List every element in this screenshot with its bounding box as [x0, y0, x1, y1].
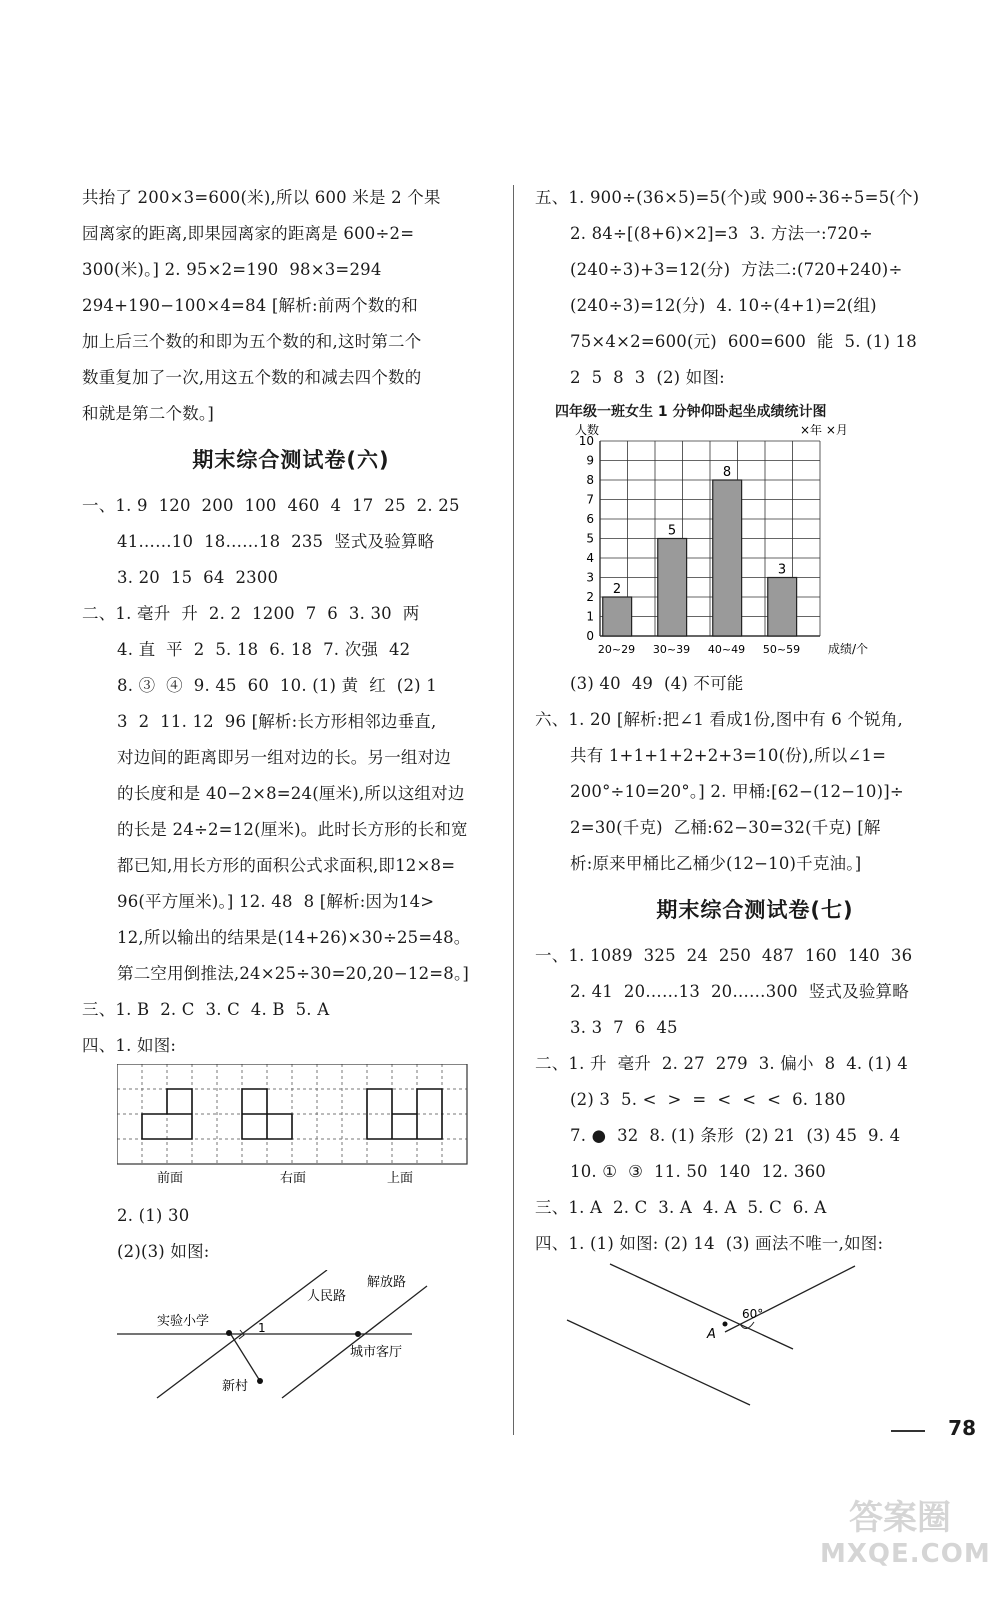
y-tick-label: 3 — [586, 570, 594, 585]
label-point-a: A — [707, 1327, 716, 1342]
y-tick-label: 4 — [586, 551, 594, 565]
line-3 — [567, 1320, 750, 1405]
label-hall: 城市客厅 — [350, 1345, 403, 1360]
y-tick-label: 1 — [586, 609, 594, 624]
text-line: 三、1. A 2. C 3. A 4. A 5. C 6. A — [535, 1198, 827, 1217]
y-tick-label: 7 — [586, 492, 594, 507]
label-angle-1: 1 — [258, 1321, 266, 1335]
text-line: 二、1. 毫升 升 2. 2 1200 7 6 3. 30 两 — [82, 604, 420, 623]
x-tick-label: 20~29 — [597, 643, 636, 656]
right-top-text — [535, 180, 975, 396]
text-line: 对边间的距离即另一组对边的长。另一组对边 — [117, 748, 451, 767]
bar-value-label: 2 — [612, 582, 622, 597]
y-tick-label: 5 — [586, 531, 594, 546]
text-line: 第二空用倒推法,24×25÷30=20,20−12=8。] — [117, 964, 470, 983]
text-line: 2. 41 20……13 20……300 竖式及验算略 — [570, 982, 909, 1001]
y-tick-label: 0 — [586, 629, 594, 643]
three-views-figure — [117, 1064, 500, 1184]
view-label-top: 上面 — [387, 1171, 414, 1184]
bar-value-label: 5 — [667, 523, 677, 539]
path-to-village — [230, 1333, 260, 1381]
text-line: 8. ③ ④ 9. 45 60 10. (1) 黄 红 (2) 1 — [117, 676, 437, 695]
text-line: 加上后三个数的和即为五个数的和,这时第二个 — [82, 332, 422, 351]
road-jiefang — [282, 1286, 427, 1398]
text-line: 75×4×2=600(元) 600=600 能 5. (1) 18 — [570, 332, 917, 351]
left-answers — [82, 488, 500, 1064]
right-low-text — [535, 938, 975, 1262]
page-number-dash — [891, 1430, 925, 1432]
text-line: (3) 40 49 (4) 不可能 — [570, 674, 744, 693]
text-line: 10. ① ③ 11. 50 140 12. 360 — [570, 1162, 826, 1181]
column-divider — [513, 185, 514, 1435]
exam-title-7: 期末综合测试卷(七) — [656, 898, 854, 922]
text-line: 2 5 8 3 (2) 如图: — [570, 368, 725, 387]
text-line: 都已知,用长方形的面积公式求面积,即12×8= — [117, 856, 456, 875]
left-top-text — [82, 180, 500, 432]
text-line: 2. 84÷[(8+6)×2]=3 3. 方法一:720÷ — [570, 224, 873, 243]
text-line: 3. 3 7 6 45 — [570, 1018, 678, 1037]
text-line: 7. ● 32 8. (1) 条形 (2) 21 (3) 45 9. 4 — [570, 1126, 901, 1145]
left-column — [82, 180, 500, 1400]
exam-title-6: 期末综合测试卷(六) — [192, 448, 390, 472]
text-line: 2. (1) 30 — [117, 1206, 190, 1225]
text-line: (2) 3 5. < > = < < < 6. 180 — [570, 1090, 846, 1109]
right-column — [535, 180, 975, 1412]
three-views-svg — [117, 1064, 472, 1184]
label-renmin: 人民路 — [307, 1289, 347, 1304]
text-line: 四、1. 如图: — [82, 1036, 177, 1055]
label-village: 新村 — [222, 1379, 249, 1394]
text-line: 41……10 18……18 235 竖式及验算略 — [117, 532, 435, 551]
school-point — [226, 1330, 232, 1336]
line-2 — [725, 1266, 855, 1332]
text-line: 的长度和是 40−2×8=24(厘米),所以这组对边 — [117, 784, 465, 803]
text-line: 三、1. B 2. C 3. C 4. B 5. A — [82, 1000, 330, 1019]
bar — [603, 597, 632, 636]
y-tick-label: 10 — [578, 434, 594, 448]
watermark-logo — [820, 1490, 991, 1590]
point-a — [723, 1322, 728, 1327]
text-line: 294+190−100×4=84 [解析:前两个数的和 — [82, 296, 418, 315]
watermark-url: MXQE.COM — [820, 1539, 991, 1569]
map-svg — [82, 1270, 500, 1400]
text-line: 园离家的距离,即果园离家的距离是 600÷2= — [82, 224, 415, 243]
text-line: 3. 20 15 64 2300 — [117, 568, 279, 587]
page-number: 78 — [948, 1416, 976, 1440]
chart-title: 四年级一班女生 1 分钟仰卧起坐成绩统计图 — [555, 404, 827, 420]
village-point — [257, 1378, 263, 1384]
view-label-right: 右面 — [280, 1171, 307, 1184]
text-line: 五、1. 900÷(36×5)=5(个)或 900÷36÷5=5(个) — [535, 188, 920, 207]
text-line: 12,所以输出的结果是(14+26)×30÷25=48。 — [117, 928, 471, 947]
chart-date-note: ×年 ×月 — [800, 424, 848, 437]
text-line: (2)(3) 如图: — [117, 1242, 210, 1261]
hall-point — [355, 1331, 361, 1337]
bar — [658, 539, 687, 637]
y-tick-label: 9 — [586, 453, 594, 468]
text-line: 数重复加了一次,用这五个数的和减去四个数的 — [82, 368, 422, 387]
text-line: 2=30(千克) 乙桶:62−30=32(千克) [解 — [570, 818, 881, 837]
bar-value-label: 3 — [777, 562, 787, 578]
bar — [768, 578, 797, 637]
text-line: 96(平方厘米)。] 12. 48 8 [解析:因为14> — [117, 892, 435, 911]
watermark-text: 答案圈 — [849, 1498, 951, 1538]
text-line: 200°÷10=20°。] 2. 甲桶:[62−(12−10)]÷ — [570, 782, 904, 801]
text-line: 一、1. 1089 325 24 250 487 160 140 36 — [535, 946, 913, 965]
y-axis-label: 人数 — [575, 424, 600, 437]
y-tick-label: 6 — [586, 512, 594, 526]
text-line: 六、1. 20 [解析:把∠1 看成1份,图中有 6 个锐角, — [535, 710, 903, 729]
view-label-front: 前面 — [157, 1171, 184, 1184]
y-tick-label: 2 — [586, 590, 594, 604]
line-1 — [610, 1264, 793, 1349]
geometry-figure — [535, 1262, 975, 1412]
text-line: 3 2 11. 12 96 [解析:长方形相邻边垂直, — [117, 712, 437, 731]
label-jiefang: 解放路 — [367, 1275, 407, 1290]
text-line: (240÷3)+3=12(分) 方法二:(720+240)÷ — [570, 260, 903, 279]
label-angle-60: 60° — [742, 1307, 764, 1321]
label-school: 实验小学 — [157, 1314, 210, 1329]
x-tick-label: 50~59 — [762, 643, 801, 656]
x-axis-label: 成绩/个 — [828, 642, 869, 656]
text-line: 共抬了 200×3=600(米),所以 600 米是 2 个果 — [82, 188, 441, 207]
text-line: 二、1. 升 毫升 2. 27 279 3. 偏小 8 4. (1) 4 — [535, 1054, 908, 1073]
bar-chart-figure — [535, 396, 975, 666]
x-tick-label: 30~39 — [652, 643, 691, 656]
bar — [713, 480, 742, 636]
text-line: 4. 直 平 2 5. 18 6. 18 7. 次强 42 — [117, 640, 411, 659]
text-line: 的长是 24÷2=12(厘米)。此时长方形的长和宽 — [117, 820, 468, 839]
text-line: 一、1. 9 120 200 100 460 4 17 25 2. 25 — [82, 496, 460, 515]
text-line: 和就是第二个数。] — [82, 404, 214, 423]
map-figure — [82, 1270, 500, 1400]
left-low-text — [82, 1198, 500, 1270]
y-tick-label: 8 — [586, 473, 594, 487]
text-line: 300(米)。] 2. 95×2=190 98×3=294 — [82, 260, 382, 279]
text-line: 析:原来甲桶比乙桶少(12−10)千克油。] — [570, 854, 862, 873]
x-tick-label: 40~49 — [707, 643, 746, 656]
bar-value-label: 8 — [722, 465, 732, 480]
text-line: 共有 1+1+1+2+2+3=10(份),所以∠1= — [570, 746, 887, 765]
right-mid-text — [535, 666, 975, 882]
text-line: (240÷3)=12(分) 4. 10÷(4+1)=2(组) — [570, 296, 877, 315]
text-line: 四、1. (1) 如图: (2) 14 (3) 画法不唯一,如图: — [535, 1234, 884, 1253]
bar-chart-svg — [535, 424, 975, 666]
geometry-svg — [535, 1262, 975, 1412]
